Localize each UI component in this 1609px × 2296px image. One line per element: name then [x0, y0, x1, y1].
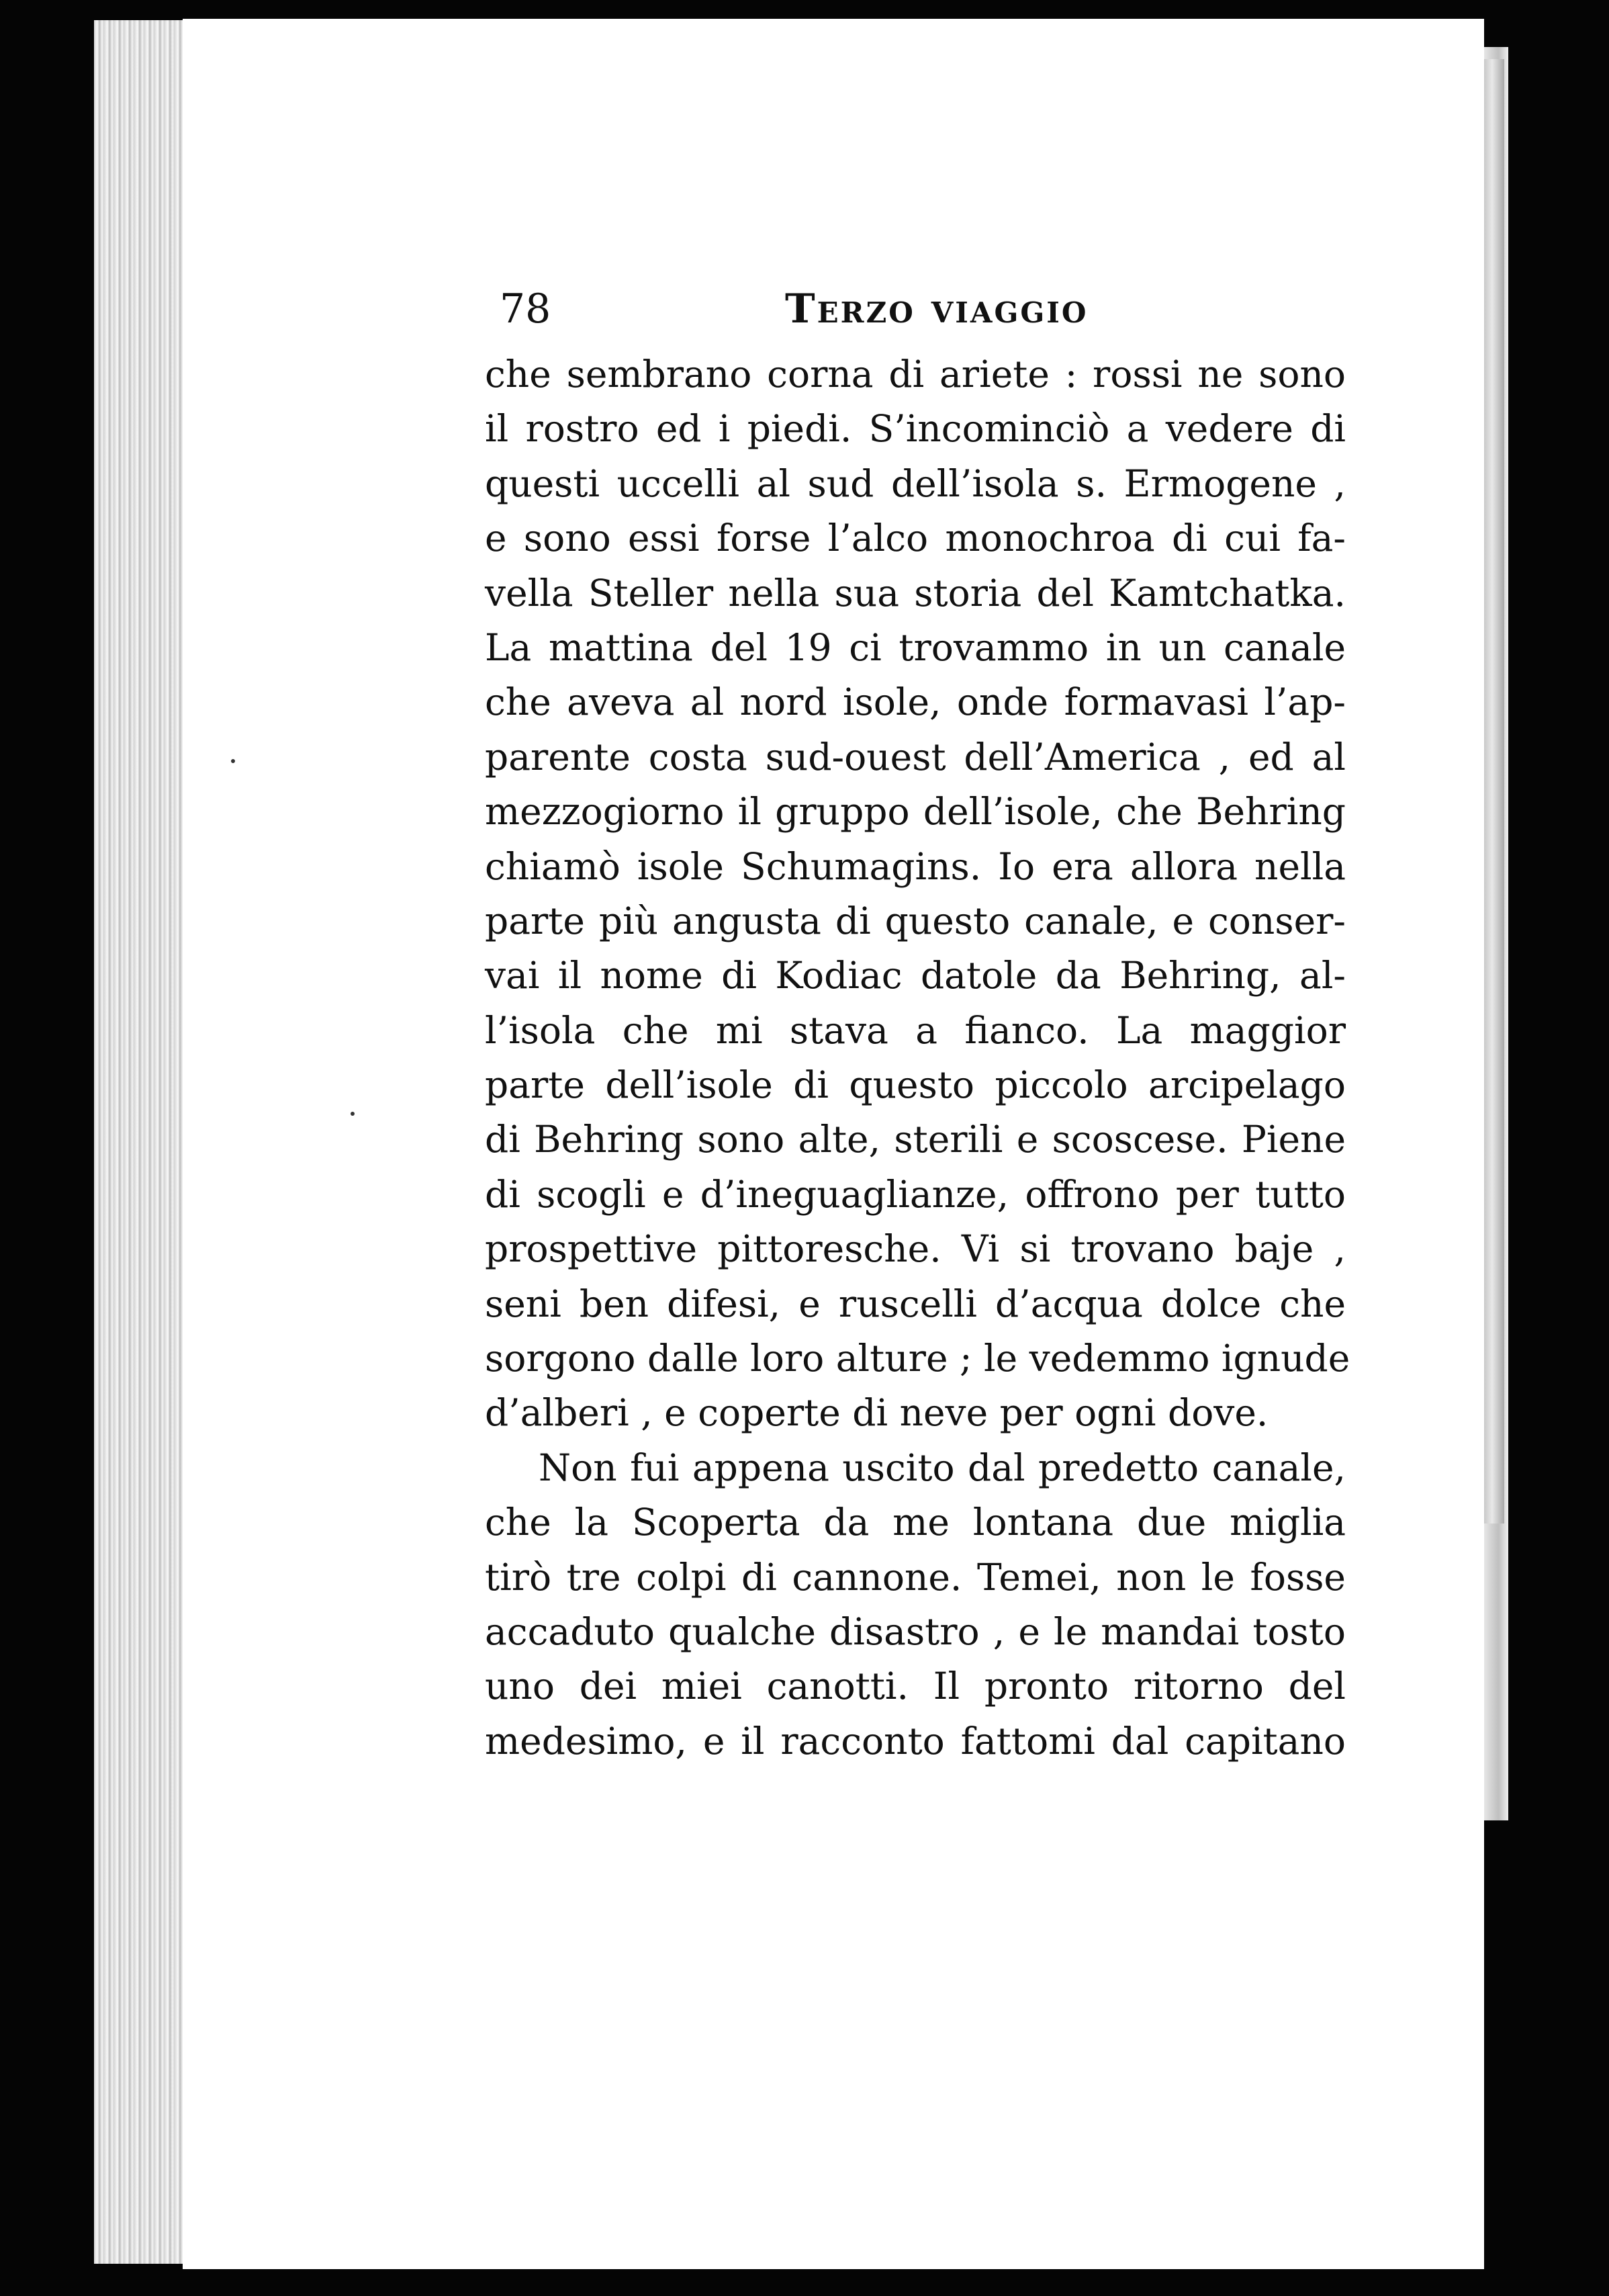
page-header	[500, 285, 1346, 333]
text-line: che la Scoperta da me lontana due miglia	[485, 1501, 1346, 1544]
text-line: tirò tre colpi di cannone. Temei, non le fosse	[485, 1555, 1346, 1599]
page-stack-edges	[94, 20, 188, 2264]
body-text	[485, 347, 1350, 1769]
text-line: di scogli e d’ineguaglianze, offrono per tutto	[485, 1172, 1346, 1216]
text-line: mezzogiorno il gruppo dell’isole, che Behring	[485, 790, 1346, 834]
text-line: parte più angusta di questo canale, e conser-	[485, 899, 1346, 942]
text-line: La mattina del 19 ci trovammo in un canale	[485, 625, 1346, 669]
text-line: seni ben difesi, e ruscelli d’acqua dolce che	[485, 1282, 1346, 1325]
text-line: di Behring sono alte, sterili e scoscese. Piene	[485, 1118, 1346, 1161]
paper-speck	[351, 1112, 355, 1116]
text-line: il rostro ed i piedi. S’incominciò a vedere di	[485, 407, 1346, 451]
text-line: chiamò isole Schumagins. Io era allora nella	[485, 844, 1346, 888]
text-line: e sono essi forse l’alco monochroa di cui fa-	[485, 517, 1346, 560]
text-line: vai il nome di Kodiac datole da Behring, al-	[485, 954, 1346, 998]
text-line: medesimo, e il racconto fattomi dal capitano	[485, 1719, 1346, 1763]
text-line: parte dell’isole di questo piccolo arcipelago	[485, 1063, 1346, 1107]
text-line: d’alberi , e coperte di neve per ogni dove.	[485, 1391, 1269, 1435]
text-line: uno dei miei canotti. Il pronto ritorno del	[485, 1665, 1346, 1708]
text-line: prospettive pittoresche. Vi si trovano baje ,	[485, 1227, 1346, 1271]
text-line: che sembrano corna di ariete : rossi ne sono	[485, 353, 1346, 396]
text-line: questi uccelli al sud dell’isola s. Ermogene ,	[485, 461, 1346, 505]
paper-speck	[231, 759, 235, 763]
text-line: che aveva al nord isole, onde formavasi l’ap-	[485, 680, 1346, 724]
running-head: Terzo viaggio	[785, 285, 1089, 333]
text-line: parente costa sud-ouest dell’America , ed al	[485, 735, 1346, 779]
text-line: vella Steller nella sua storia del Kamtchatka.	[485, 571, 1346, 615]
text-line: accaduto qualche disastro , e le mandai tosto	[485, 1609, 1346, 1653]
text-line: Non fui appena uscito dal predetto canale,	[539, 1446, 1346, 1489]
text-line: l’isola che mi stava a fianco. La maggior	[485, 1008, 1346, 1052]
text-line: sorgono dalle loro alture ; le vedemmo ignude	[485, 1337, 1350, 1380]
page-number: 78	[500, 285, 551, 333]
